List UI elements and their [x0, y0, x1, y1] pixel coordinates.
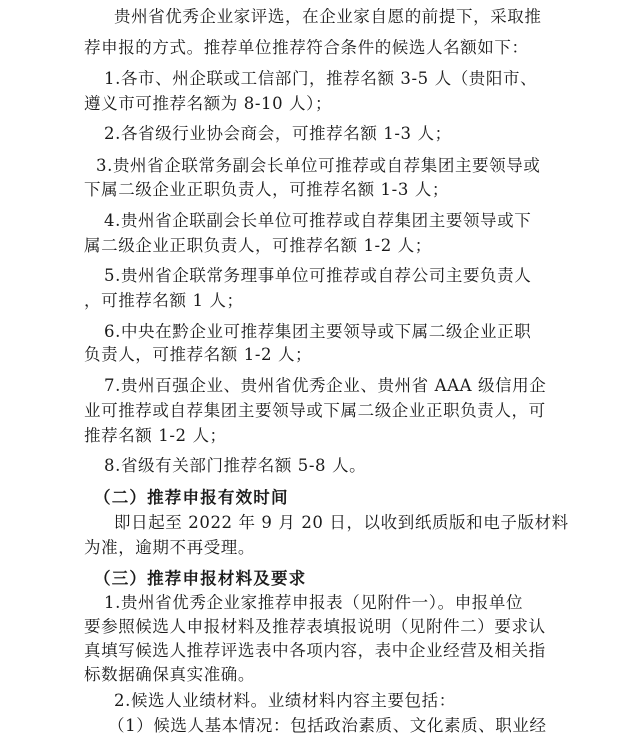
- text-line: ，可推荐名额 1 人；: [84, 291, 244, 310]
- text-line: 贵州省优秀企业家评选，在企业家自愿的前提下，采取推: [114, 7, 542, 26]
- text-line: 1.贵州省优秀企业家推荐申报表（见附件一）。申报单位: [104, 593, 524, 612]
- text-line: 真填写候选人推荐评选表中各项内容，表中企业经营及相关指: [84, 641, 546, 660]
- text-line: 下属二级企业正职负责人，可推荐名额 1-3 人；: [84, 180, 449, 199]
- text-line: 5.贵州省企联常务理事单位可推荐或自荐公司主要负责人: [104, 266, 532, 285]
- text-line: 推荐名额 1-2 人；: [84, 426, 227, 445]
- text-line: 6.中央在黔企业可推荐集团主要领导或下属二级企业正职: [104, 322, 532, 341]
- text-line: 荐申报的方式。推荐单位推荐符合条件的候选人名额如下：: [84, 38, 529, 57]
- text-line: 2.候选人业绩材料。业绩材料内容主要包括：: [114, 691, 456, 710]
- text-line: 要参照候选人申报材料及推荐表填报说明（见附件二）要求认: [84, 617, 546, 636]
- text-line: 标数据确保真实准确。: [84, 665, 255, 684]
- section-heading: （二）推荐申报有效时间: [94, 488, 289, 507]
- text-line: 属二级企业正职负责人，可推荐名额 1-2 人；: [84, 236, 432, 255]
- text-line: 3.贵州省企联常务副会长单位可推荐或自荐集团主要领导或: [96, 156, 541, 175]
- text-line: 7.贵州百强企业、贵州省优秀企业、贵州省 AAA 级信用企: [104, 376, 547, 395]
- text-line: 负责人，可推荐名额 1-2 人；: [84, 345, 313, 364]
- text-line: 1.各市、州企联或工信部门，推荐名额 3-5 人（贵阳市、: [104, 69, 538, 88]
- text-line: 4.贵州省企联副会长单位可推荐或自荐集团主要领导或下: [104, 211, 532, 230]
- text-line: 8.省级有关部门推荐名额 5-8 人。: [104, 456, 367, 475]
- text-line: 2.各省级行业协会商会，可推荐名额 1-3 人；: [104, 124, 452, 143]
- section-heading: （三）推荐申报材料及要求: [94, 569, 307, 588]
- text-line: 即日起至 2022 年 9 月 20 日，以收到纸质版和电子版材料: [114, 513, 569, 532]
- text-line: （1）候选人基本情况：包括政治素质、文化素质、职业经: [108, 716, 547, 735]
- text-line: 遵义市可推荐名额为 8-10 人）；: [84, 94, 333, 113]
- text-line: 为准，逾期不再受理。: [84, 538, 255, 557]
- text-line: 业可推荐或自荐集团主要领导或下属二级企业正职负责人，可: [84, 401, 546, 420]
